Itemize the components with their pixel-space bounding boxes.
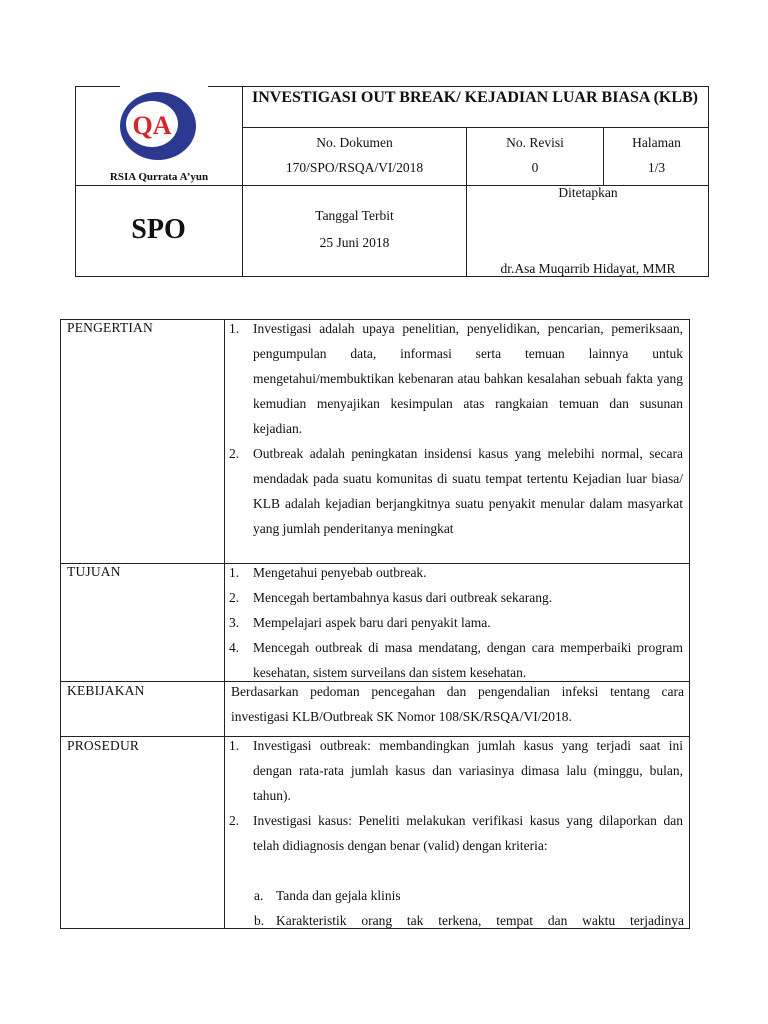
list-number: 1. — [229, 321, 240, 336]
hospital-logo — [118, 90, 198, 162]
list-number: 3. — [229, 615, 240, 630]
divider — [224, 319, 225, 929]
approved-label: Ditetapkan — [558, 185, 618, 200]
document-title: INVESTIGASI OUT BREAK/ KEJADIAN LUAR BIASA (KLB) — [251, 89, 699, 106]
hospital-name: RSIA Qurrata A’yun — [109, 171, 209, 183]
policy-text: Berdasarkan pedoman pencegahan dan pengendalian infeksi tentang cara investigasi KLB/Outbreak SK Nomor 108/SK/RSQA/VI/2018. — [231, 684, 684, 724]
list-number: 2. — [229, 590, 240, 605]
section-label-tujuan: TUJUAN — [67, 564, 121, 579]
sublist-item: Tanda dan gejala klinis — [276, 888, 401, 903]
sublist-letter: a. — [254, 888, 264, 903]
section-label-kebijakan: KEBIJAKAN — [67, 683, 145, 698]
issue-date-value: 25 Juni 2018 — [319, 235, 390, 250]
list-item: Investigasi kasus: Peneliti melakukan verifikasi kasus yang dilaporkan dan telah didiagnosis dengan benar (valid) dengan kriteria: — [253, 813, 683, 853]
list-number: 2. — [229, 813, 240, 828]
list-number: 1. — [229, 738, 240, 753]
page-label: Halaman — [632, 135, 681, 150]
section-label-prosedur: PROSEDUR — [67, 738, 140, 753]
list-item: Investigasi adalah upaya penelitian, penyelidikan, pencarian, pemeriksaan, pengumpulan data, informasi serta temuan lainnya untuk mengetahui/membuktikan kebenaran atau bahkan kesalahan sebuah fakta yang kemudian menyajikan kesimpulan atas rangkaian temuan dan susunan kejadian. — [253, 321, 683, 436]
sublist-item: Karakteristik orang tak terkena, tempat dan waktu terjadinya — [276, 913, 684, 928]
doc-number-label: No. Dokumen — [316, 135, 393, 150]
sublist-letter: b. — [254, 913, 265, 928]
approver-name: dr.Asa Muqarrib Hidayat, MMR — [500, 261, 676, 276]
list-number: 2. — [229, 446, 240, 461]
doc-number-value: 170/SPO/RSQA/VI/2018 — [285, 160, 424, 175]
spo-label: SPO — [131, 214, 186, 245]
revision-label: No. Revisi — [506, 135, 564, 150]
issue-date-label: Tanggal Terbit — [315, 208, 394, 223]
list-item: Mempelajari aspek baru dari penyakit lama. — [253, 615, 491, 630]
list-item: Mencegah bertambahnya kasus dari outbreak sekarang. — [253, 590, 553, 605]
revision-value: 0 — [531, 160, 539, 175]
page-value: 1/3 — [647, 160, 666, 175]
list-item: Outbreak adalah peningkatan insidensi kasus yang melebihi normal, secara mendadak pada suatu komunitas di suatu tempat tertentu Kejadian luar biasa/ KLB adalah kejadian berjangkitnya suatu penyakit menular dalam masyarkat yang jumlah penderitanya meningkat — [253, 446, 683, 536]
list-number: 4. — [229, 640, 240, 655]
list-item: Investigasi outbreak: membandingkan jumlah kasus yang terjadi saat ini dengan rata-rata jumlah kasus dan variasinya dimasa lalu (minggu, bulan, tahun). — [253, 738, 683, 803]
logo-text: QA — [132, 111, 172, 140]
list-number: 1. — [229, 565, 240, 580]
list-item: Mengetahui penyebab outbreak. — [253, 565, 427, 580]
list-item: Mencegah outbreak di masa mendatang, dengan cara memperbaiki program kesehatan, sistem surveilans dan sistem kesehatan. — [253, 640, 683, 680]
section-label-pengertian: PENGERTIAN — [67, 320, 153, 335]
divider — [242, 127, 709, 128]
